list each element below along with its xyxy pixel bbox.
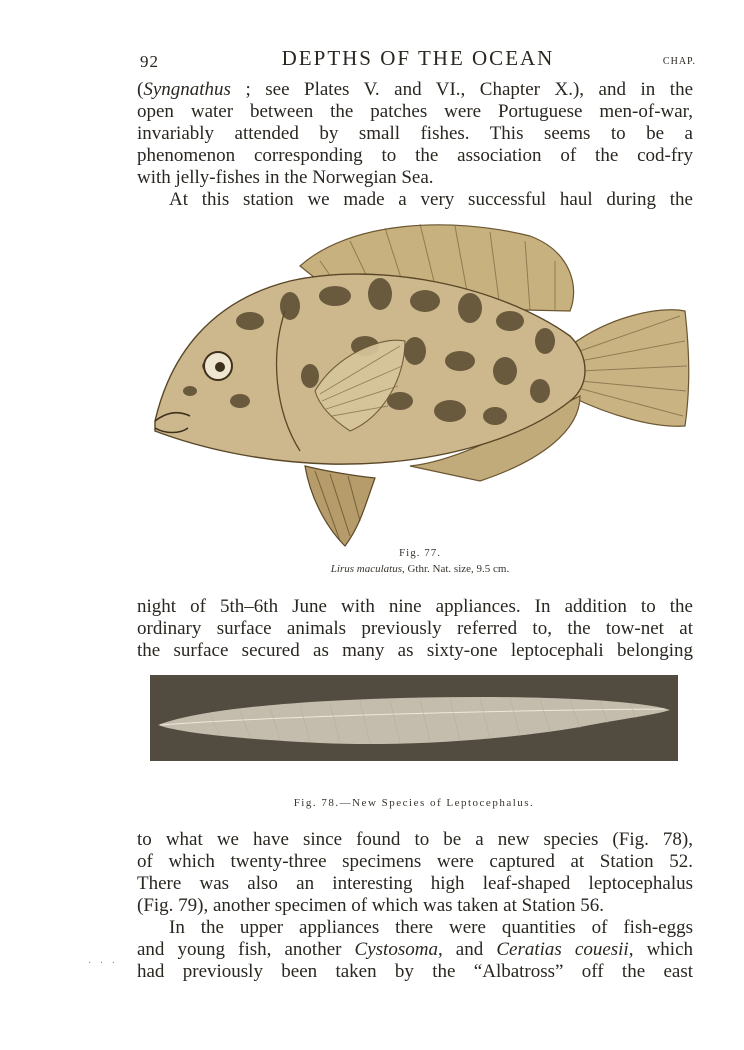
- chapter-mark: CHAP.: [662, 56, 696, 67]
- text-line: and young fish, another Cystosoma, and Ceratias couesii, which: [137, 939, 693, 960]
- text-line: phenomenon corresponding to the association of the cod-fry: [137, 145, 693, 166]
- running-head: [140, 46, 696, 74]
- fish-illustration: [150, 216, 690, 551]
- figure-description: Lirus maculatus, Gthr. Nat. size, 9.5 cm.: [330, 563, 510, 575]
- running-title: DEPTHS OF THE OCEAN: [281, 46, 555, 70]
- text-line: of which twenty-three specimens were captured at Station 52.: [137, 851, 693, 872]
- paragraph-block-2: [137, 596, 693, 662]
- paragraph-block-3: [137, 829, 693, 983]
- text-line: the surface secured as many as sixty-one leptocephali belonging: [137, 640, 693, 661]
- tail-fin: [570, 310, 689, 426]
- page-number: 92: [140, 52, 159, 71]
- paragraph-block-1: [137, 79, 693, 211]
- text-line: open water between the patches were Portuguese men-of-war,: [137, 101, 693, 122]
- text-line: In the upper appliances there were quantities of fish-eggs: [169, 917, 693, 938]
- text-line: night of 5th–6th June with nine appliances. In addition to the: [137, 596, 693, 617]
- figure-78-caption: Fig. 78.—New Species of Leptocephalus.: [293, 797, 535, 809]
- text-line: ordinary surface animals previously referred to, the tow-net at: [137, 618, 693, 639]
- text-line: (Syngnathus ; see Plates V. and VI., Chapter X.), and in the: [137, 79, 693, 100]
- text-line: At this station we made a very successful haul during the: [169, 189, 693, 210]
- text-line: with jelly-fishes in the Norwegian Sea.: [137, 167, 434, 188]
- margin-marks: · · ·: [88, 958, 118, 969]
- text-line: There was also an interesting high leaf-shaped leptocephalus: [137, 873, 693, 894]
- figure-label: Fig. 77.: [399, 547, 441, 559]
- text-line: had previously been taken by the “Albatross” off the east: [137, 961, 693, 982]
- figure-77-caption: [150, 545, 690, 577]
- text-line: to what we have since found to be a new species (Fig. 78),: [137, 829, 693, 850]
- leptocephalus-photo: [150, 675, 678, 761]
- text-line: (Fig. 79), another specimen of which was taken at Station 56.: [137, 895, 604, 916]
- text-line: invariably attended by small fishes. This seems to be a: [137, 123, 693, 144]
